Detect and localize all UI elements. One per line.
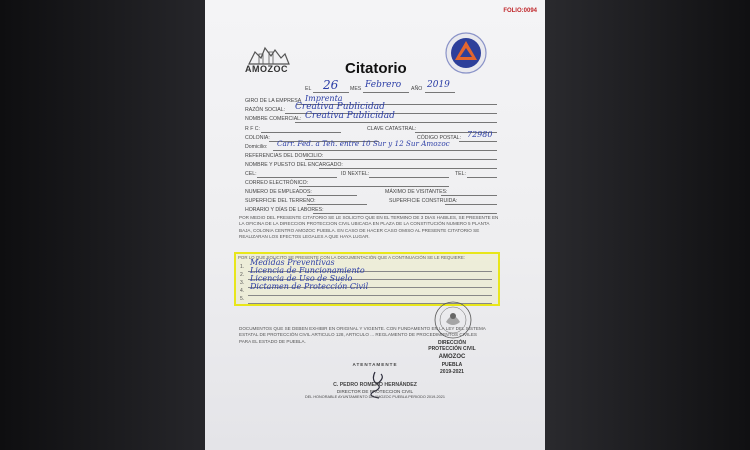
correo-line <box>299 186 449 187</box>
referencias-label: REFERENCIAS DEL DOMICILIO: <box>245 153 324 159</box>
folio-number: FOLIO:0094 <box>503 8 537 14</box>
requirement-text-3: Licencia de Uso de Suelo <box>250 274 353 283</box>
official-stamp-icon <box>433 300 473 340</box>
date-ano-label: AÑO <box>411 86 423 92</box>
referencias-line <box>305 159 497 160</box>
requirement-num-3: 3. <box>240 280 245 286</box>
domicilio-value: Carr. Fed. a Teh. entre 10 Sur y 12 Sur Amozoc <box>277 139 450 148</box>
document-page <box>205 0 545 450</box>
razon-value: Creativa Publicidad <box>295 102 385 112</box>
giro-label: GIRO DE LA EMPRESA <box>245 98 302 104</box>
date-day-value: 26 <box>323 78 339 92</box>
signer-name: C. PEDRO ROMERO HERNÁNDEZ <box>333 382 417 388</box>
construida-label: SUPERFICIE CONSTRUIDA: <box>389 198 458 204</box>
protection-civil-seal-icon <box>445 32 487 74</box>
page-title: Citatorio <box>345 60 407 77</box>
horario-label: HORARIO Y DÍAS DE LABORES: <box>245 207 324 213</box>
stamp-line-2: PROTECCIÓN CIVIL <box>428 346 476 352</box>
date-mes-label: MES <box>350 86 362 92</box>
date-month-value: Febrero <box>365 80 402 90</box>
requirements-highlight-box <box>234 252 500 306</box>
requirement-num-2: 2. <box>240 272 245 278</box>
visitantes-label: MÁXIMO DE VISITANTES: <box>385 189 448 195</box>
rfc-label: R F C: <box>245 126 260 132</box>
requirement-text-1: Medidas Preventivas <box>250 258 335 267</box>
date-month-line <box>363 92 409 93</box>
nombre-line <box>295 122 497 123</box>
empleados-line <box>307 195 357 196</box>
stamp-line-3: AMOZOC <box>438 354 466 360</box>
nombre-label: NOMBRE COMERCIAL: <box>245 116 302 122</box>
colonia-label: COLONIA: <box>245 135 270 141</box>
domicilio-label: Domicilio: <box>245 144 268 150</box>
razon-label: RAZÓN SOCIAL: <box>245 107 286 113</box>
requirement-text-2: Licencia de Funcionamiento <box>250 266 365 275</box>
cel-label: CEL: <box>245 171 257 177</box>
tel-line <box>467 177 497 178</box>
cp-label: CÓDIGO POSTAL: <box>417 135 462 141</box>
atentamente-label: ATENTAMENTE <box>352 362 398 367</box>
nextel-line <box>369 177 449 178</box>
correo-label: CORREO ELECTRÓNICO: <box>245 180 309 186</box>
stamp-line-5: 2019-2021 <box>440 369 464 375</box>
date-year-line <box>425 92 455 93</box>
empleados-label: NUMERO DE EMPLEADOS: <box>245 189 312 195</box>
clave-label: CLAVE CATASTRAL: <box>367 126 417 132</box>
terreno-line <box>307 204 367 205</box>
domicilio-line <box>273 150 497 151</box>
rfc-line <box>261 132 341 133</box>
requirement-num-4: 4. <box>240 288 245 294</box>
citation-paragraph: POR MEDIO DEL PRESENTE CITATORIO SE LE SOLICITO QUE EN EL TERMINO DE 3 DIAS HABILES, SE PRESENTE EN LA OFICINA DE LA DIRECCION PROTECCION CIVIL UBICADA EN PLAZA DE LA CONSTITUCIÓN NUMERO 5 PLANTA BAJA, COLONIA CENTRO AMOZOC PUEBLA. EN CASO DE HACER CASO OMISO AL PRESENTE CITATORIO SE REALIZARAN LOS EFECTOS LEGALES A QUE HAYA LUGAR. <box>239 215 499 240</box>
date-day-line <box>313 92 349 93</box>
requirements-header: POR LO QUE SOLICITO SE PRESENTE CON LA DOCUMENTACIÓN QUE A CONTINUACIÓN SE LE REQUIERE: <box>238 255 465 260</box>
signer-organization: DEL HONORABLE AYUNTAMIENTO DE AMOZOC PUEBLA PERIODO 2019-2021 <box>305 395 445 399</box>
encargado-label: NOMBRE Y PUESTO DEL ENCARGADO: <box>245 162 343 168</box>
cp-line <box>459 141 497 142</box>
nextel-label: ID NEXTEL: <box>341 171 370 177</box>
requirement-num-1: 1. <box>240 264 245 270</box>
requirement-text-4: Dictamen de Protección Civil <box>250 282 369 291</box>
visitantes-line <box>441 195 497 196</box>
background-right <box>545 0 750 450</box>
giro-value: Imprenta <box>305 94 343 103</box>
cel-line <box>257 177 337 178</box>
logo-text: AMOZOC <box>245 64 288 74</box>
construida-line <box>445 204 497 205</box>
horario-line <box>313 213 497 214</box>
requirement-num-5: 5. <box>240 296 245 302</box>
stamp-line-1: DIRECCIÓN <box>437 340 467 346</box>
stamp-line-4: PUEBLA <box>441 362 463 368</box>
terreno-label: SUPERFICIE DEL TERRENO: <box>245 198 316 204</box>
documents-legal-text: DOCUMENTOS QUE SE DEBEN EXHIBIR EN ORIGINAL Y VIGENTE. CON FUNDAMENTO EN LA LEY DEL SISTEMA ESTATAL DE PROTECCIÓN CIVIL ARTICULO 128, ARTICULO ... REGLAMENTO DE PROCEDIMIENTOS CIVILES PARA EL ESTADO DE PUEBLA. <box>239 326 486 344</box>
encargado-line <box>319 168 497 169</box>
requirement-line-4 <box>248 295 492 296</box>
date-year-value: 2019 <box>427 80 450 90</box>
cp-value: 72980 <box>467 130 493 139</box>
nombre-value: Creativa Publicidad <box>305 111 395 121</box>
background-left <box>0 0 205 450</box>
tel-label: TEL: <box>455 171 466 177</box>
date-el-label: EL <box>305 86 312 92</box>
signer-title: DIRECTOR DE PROTECCION CIVIL <box>336 389 414 394</box>
